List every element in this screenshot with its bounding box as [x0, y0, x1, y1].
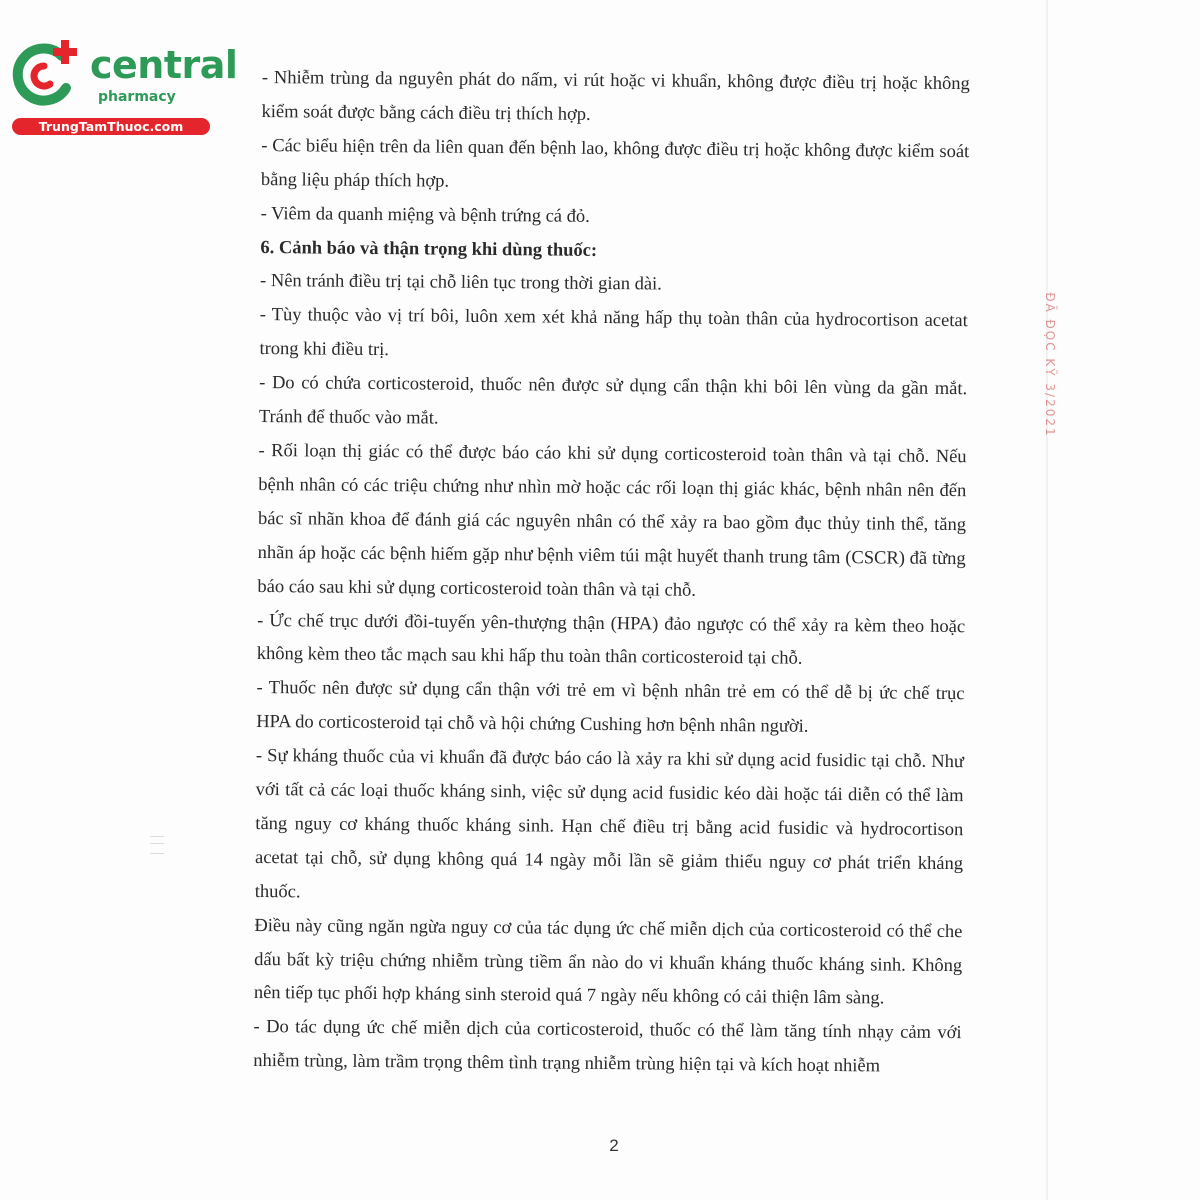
scan-mark [150, 836, 164, 854]
paragraph: - Tùy thuộc vào vị trí bôi, luôn xem xét khả năng hấp thụ toàn thân của hydrocortison acetat trong khi điều trị. [259, 305, 968, 361]
paragraph: - Sự kháng thuốc của vi khuẩn đã được báo cáo là xảy ra khi sử dụng acid fusidic tại chỗ. Như với tất cả các loại thuốc kháng sinh, việc sử dụng acid fusidic kéo dài hoặc tái diễn có thể làm tăng nguy cơ kháng thuốc kháng sinh. Hạn chế điều trị bằng acid fusidic và hydrocortison acetat tại chỗ, sử dụng không quá 14 ngày mỗi lần sẽ giảm thiểu nguy cơ phát triển kháng thuốc. [254, 746, 965, 903]
page-number: 2 [609, 1136, 619, 1155]
side-stamp [1040, 290, 1060, 440]
paragraph: - Các biểu hiện trên da liên quan đến bệnh lao, không được điều trị hoặc không được kiểm soát bằng liệu pháp thích hợp. [260, 135, 970, 192]
logo-url: TrungTamThuoc.com [12, 118, 210, 135]
paragraph: - Nhiễm trùng da nguyên phát do nấm, vi rút hoặc vi khuẩn, không được điều trị hoặc không kiểm soát được bằng cách điều trị thích hợp. [261, 67, 970, 125]
section-heading: 6. Cảnh báo và thận trọng khi dùng thuốc: [260, 237, 598, 261]
logo-brand: central [90, 43, 238, 87]
logo-subtitle: pharmacy [98, 89, 176, 105]
paragraph: - Do có chứa corticosteroid, thuốc nên được sử dụng cẩn thận khi bôi lên vùng da gần mắt. Tránh để thuốc vào mắt. [258, 373, 968, 429]
paragraph: - Ức chế trục dưới đồi-tuyến yên-thượng thận (HPA) đảo ngược có thể xảy ra kèm theo hoặc không kèm theo tắc mạch sau khi hấp thu toàn thân corticosteroid tại chỗ. [256, 610, 966, 670]
paragraph: - Nên tránh điều trị tại chỗ liên tục trong thời gian dài. [259, 271, 662, 295]
paragraph: - Viêm da quanh miệng và bệnh trứng cá đỏ. [260, 203, 590, 227]
pharmacy-cross-icon [10, 38, 88, 110]
stamp-text: ĐÃ ĐỌC KỸ 3/2021 [1043, 292, 1057, 438]
paragraph: - Do tác dụng ức chế miễn dịch của corticosteroid, thuốc có thể làm tăng tính nhạy cảm với nhiễm trùng, làm trầm trọng thêm tình trạng nhiễm trùng hiện tại và kích hoạt nhiễm [253, 1017, 962, 1077]
paragraph: - Rối loạn thị giác có thể được báo cáo khi sử dụng corticosteroid toàn thân và tại chỗ. Nếu bệnh nhân có các triệu chứng như nhìn mờ hoặc các rối loạn thị giác khác, bệnh nhân nên đến bác sĩ nhãn khoa để đánh giá các nguyên nhân có thể xảy ra bao gồm đục thủy tinh thể, tăng nhãn áp hoặc các bệnh hiếm gặp như bệnh viêm túi mật huyết thanh trung tâm (CSCR) đã từng báo cáo sau khi sử dụng corticosteroid toàn thân và tại chỗ. [257, 440, 967, 601]
paragraph: - Thuốc nên được sử dụng cẩn thận với trẻ em vì bệnh nhân trẻ em có thể dễ bị ức chế trục HPA do corticosteroid tại chỗ và hội chứng Cushing hơn bệnh nhân người. [256, 678, 965, 738]
document-body [253, 62, 970, 1085]
paragraph: Điều này cũng ngăn ngừa nguy cơ của tác dụng ức chế miễn dịch của corticosteroid có thể che dấu bất kỳ triệu chứng nhiễm trùng tiềm ẩn nào do vi khuẩn kháng thuốc kháng sinh. Không nên tiếp tục phối hợp kháng sinh steroid quá 7 ngày nếu không có cải thiện lâm sàng. [253, 915, 963, 1009]
central-pharmacy-logo [10, 38, 238, 138]
scan-edge [1046, 0, 1048, 1200]
